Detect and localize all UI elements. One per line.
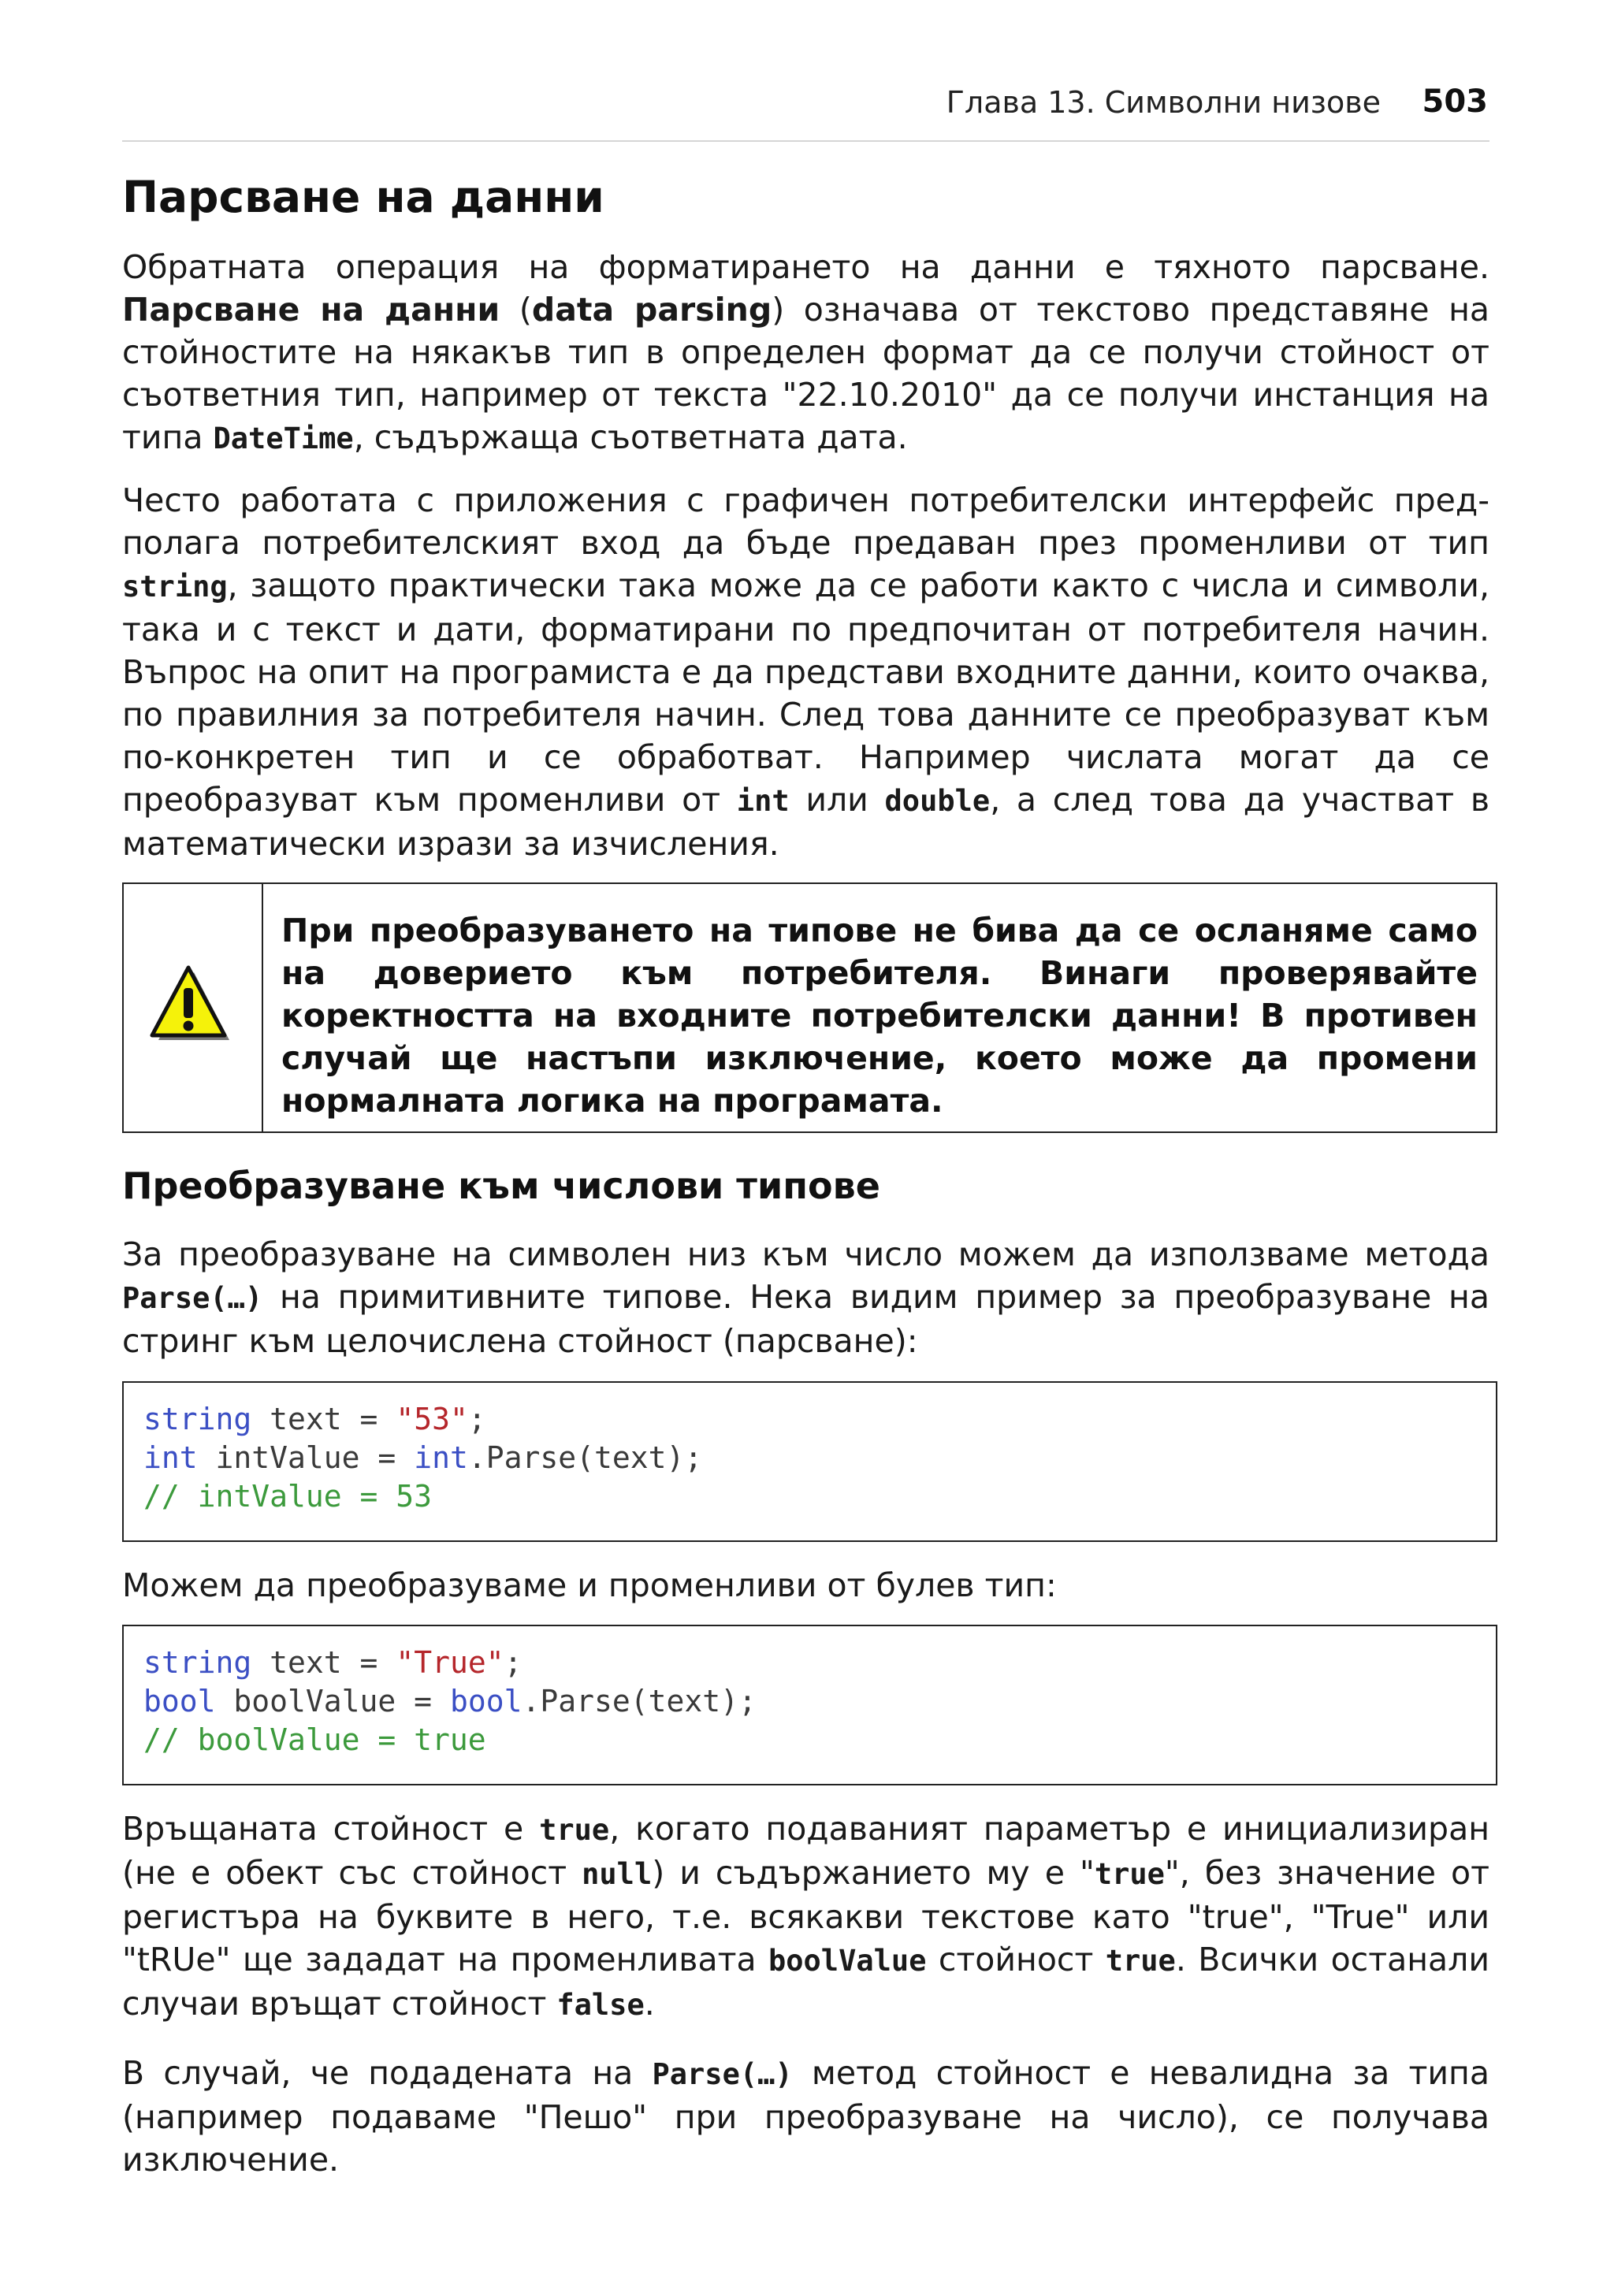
code-line xyxy=(143,1400,1496,1439)
paragraph-gui-input xyxy=(122,479,1489,865)
code-keyword: string xyxy=(143,1402,252,1436)
code-text: ; xyxy=(467,1402,486,1436)
inline-code: string xyxy=(122,570,228,604)
text-span: ( xyxy=(500,291,532,329)
bold-term: Парсване на данни xyxy=(122,291,500,329)
code-line xyxy=(143,1682,1496,1721)
code-keyword: int xyxy=(143,1440,198,1475)
paragraph-parse-intro xyxy=(122,1233,1489,1362)
page-number: 503 xyxy=(1422,84,1488,120)
text-span: , съдържаща съответната дата. xyxy=(353,418,908,456)
code-text: .Parse(text); xyxy=(522,1684,757,1718)
code-keyword: int xyxy=(414,1440,468,1475)
warning-triangle-icon xyxy=(147,963,234,1050)
code-text: text = xyxy=(251,1645,396,1680)
inline-code: int xyxy=(736,784,790,818)
inline-code: true xyxy=(1105,1944,1176,1978)
warning-text: При преобразуването на типове не бива да се осланяме само на доверието към потребителя. Винаги проверявайте коректността на входните потребителски данни! В противен случай ще настъпи изключение, което може да промени нормалната логика на програмата. xyxy=(281,912,1478,1120)
text-span: , а след това да участват в математически изрази за изчисления. xyxy=(122,781,1489,863)
warning-icon-cell xyxy=(124,884,263,1131)
inline-code: boolValue xyxy=(768,1944,927,1978)
code-text: intValue = xyxy=(197,1440,415,1475)
paragraph-intro xyxy=(122,246,1489,460)
code-string: "True" xyxy=(396,1645,504,1680)
bold-term: data parsing xyxy=(531,291,772,329)
code-text: .Parse(text); xyxy=(467,1440,703,1475)
code-text: text = xyxy=(251,1402,396,1436)
text-span: . xyxy=(644,1985,655,2023)
text-span: За преобразуване на символен низ към число можем да използваме метода xyxy=(122,1235,1489,1273)
paragraph-bool-return xyxy=(122,1807,1489,2027)
text-span: на примитивните типове. Нека видим пример за преобразуване на стринг към целочислена стойност (парсване): xyxy=(122,1278,1489,1360)
inline-code: double xyxy=(884,784,991,818)
section-title: Парсване на данни xyxy=(122,172,604,222)
text-span: стойност xyxy=(926,1941,1106,1978)
paragraph-bool-intro: Можем да преобразуваме и променливи от булев тип: xyxy=(122,1566,1057,1604)
inline-code: true xyxy=(539,1813,610,1847)
text-span: . Всички останали случаи връщат стойност xyxy=(122,1941,1489,2023)
warning-box xyxy=(122,882,1497,1133)
inline-code: Parse(…) xyxy=(122,1281,263,1315)
inline-code: DateTime xyxy=(213,422,354,455)
text-span: Често работата с приложения с графичен потребителски интерфейс предполага потребителският вход да бъде предаван през променливи от тип xyxy=(122,481,1489,562)
page-header xyxy=(122,77,1489,142)
inline-code: true xyxy=(1094,1857,1165,1891)
code-comment: // intValue = 53 xyxy=(143,1479,433,1514)
text-span: ", без значение от регистъра на буквите в него, т.е. всякакви текстове като "true", "True" или "tRUe" ще зададат на променливата xyxy=(122,1854,1490,1978)
inline-code: false xyxy=(556,1988,645,2022)
text-span: , защото практически така може да се работи както с числа и символи, така и с текст и дати, форматирани по предпочитан от потребителя начин. Въпрос на опит на програмиста е да представи входните данни, които очаква, по правилния за потребителя начин. След това данните се преобразуват към по-конкретен тип и се обработват. Например числата могат да се преобразуват към променливи от xyxy=(122,567,1489,819)
code-line xyxy=(143,1477,1496,1516)
code-block-int xyxy=(122,1381,1497,1542)
text-span: В случай, че подадената на xyxy=(122,2054,653,2092)
text-span: ) означава от текстово представяне на стойностите на някакъв тип в определен формат да се получи стойност от съответния тип, например от текста "22.10.2010" да се получи инстанция на типа xyxy=(122,291,1490,456)
text-span: , когато подаваният параметър е инициализиран (не е обект със стойност xyxy=(122,1810,1489,1892)
code-keyword: bool xyxy=(143,1684,216,1718)
code-keyword: string xyxy=(143,1645,252,1680)
code-text: boolValue = xyxy=(215,1684,450,1718)
inline-code: null xyxy=(582,1857,653,1891)
code-text: ; xyxy=(504,1645,523,1680)
text-span: Обратната операция на форматирането на данни е тяхното парсване. xyxy=(122,248,1489,286)
text-span: ) и съдържанието му е " xyxy=(652,1854,1095,1892)
text-span: или xyxy=(789,781,885,819)
code-line xyxy=(143,1439,1496,1477)
paragraph-invalid-value xyxy=(122,2052,1489,2181)
text-span: метод стойност е невалидна за типа (например подаваме "Пешо" при преобразуване на число), се получава изключение. xyxy=(122,2054,1489,2179)
chapter-title: Глава 13. Символни низове xyxy=(946,85,1381,120)
text-span: Връщаната стойност е xyxy=(122,1810,540,1848)
subsection-title: Преобразуване към числови типове xyxy=(122,1165,880,1207)
code-comment: // boolValue = true xyxy=(143,1722,486,1757)
inline-code: Parse(…) xyxy=(652,2057,793,2091)
code-line xyxy=(143,1721,1496,1759)
code-keyword: bool xyxy=(449,1684,523,1718)
code-block-bool xyxy=(122,1625,1497,1785)
code-string: "53" xyxy=(396,1402,468,1436)
code-line xyxy=(143,1644,1496,1682)
